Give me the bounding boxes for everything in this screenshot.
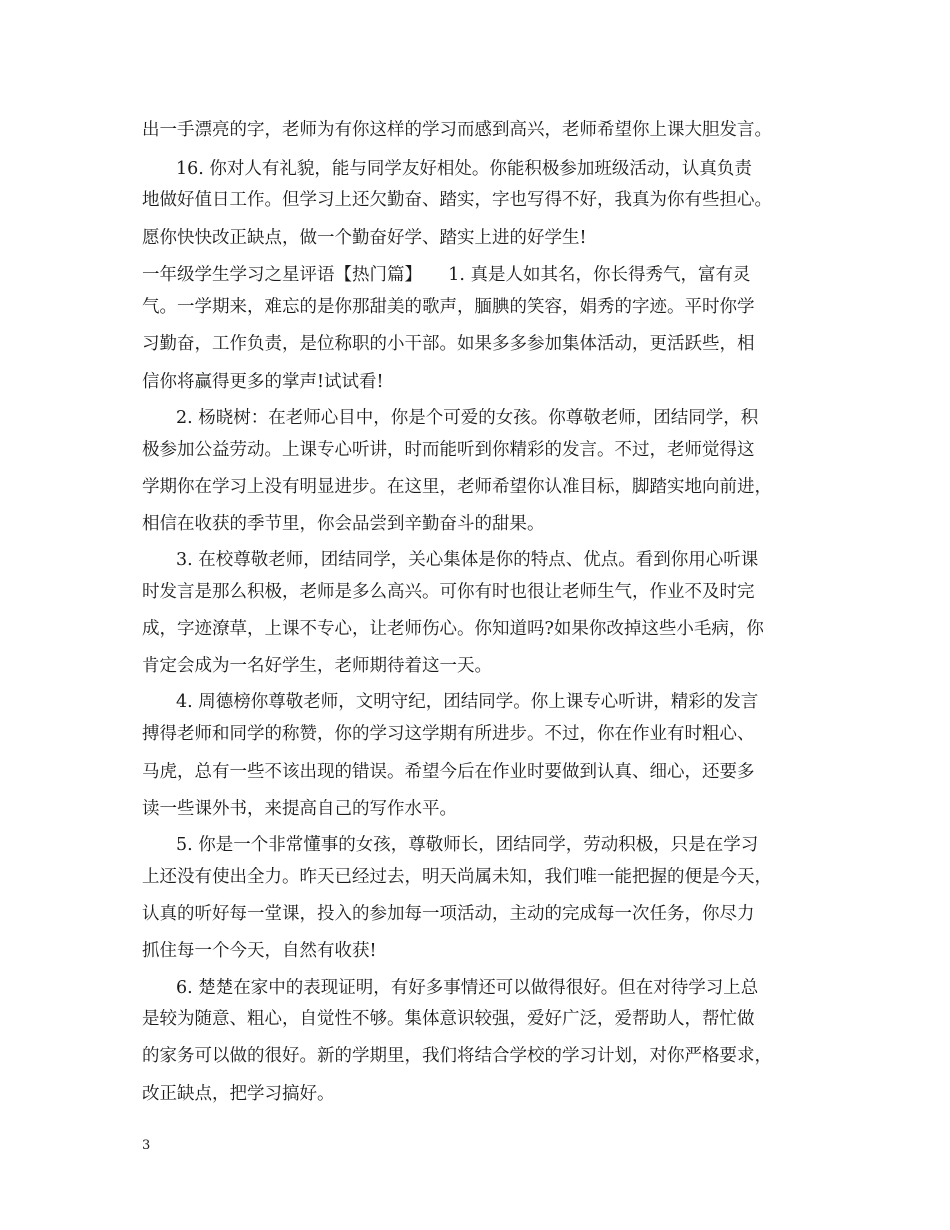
body-text-line: 3. 在校尊敬老师，团结同学，关心集体是你的特点、优点。看到你用心听课 <box>176 550 759 570</box>
body-text-line: 上还没有使出全力。昨天已经过去，明天尚属未知，我们唯一能把握的便是今天， <box>142 867 772 887</box>
body-text-line: 16. 你对人有礼貌，能与同学友好相处。你能积极参加班级活动，认真负责 <box>176 159 752 179</box>
body-text-line: 读一些课外书，来提高自己的写作水平。 <box>142 799 457 819</box>
body-text-line: 地做好值日工作。但学习上还欠勤奋、踏实，字也写得不好，我真为你有些担心。 <box>142 190 772 210</box>
body-text-line: 改正缺点，把学习搞好。 <box>142 1084 335 1104</box>
body-text-line: 习勤奋，工作负责，是位称职的小干部。如果多多参加集体活动，更活跃些，相 <box>142 334 755 354</box>
body-text-line: 2. 杨晓树：在老师心目中，你是个可爱的女孩。你尊敬老师，团结同学，积 <box>176 408 759 428</box>
body-text-line: 搏得老师和同学的称赞，你的学习这学期有所进步。不过，你在作业有时粗心、 <box>142 724 755 744</box>
body-text-line: 时发言是那么积极，老师是多么高兴。可你有时也很让老师生气，作业不及时完 <box>142 582 755 602</box>
body-text-line: 认真的听好每一堂课，投入的参加每一项活动，主动的完成每一次任务，你尽力 <box>142 904 755 924</box>
body-text-line: 5. 你是一个非常懂事的女孩，尊敬师长，团结同学，劳动积极，只是在学习 <box>176 835 759 855</box>
body-text-line: 出一手漂亮的字，老师为有你这样的学习而感到高兴，老师希望你上课大胆发言。 <box>142 120 772 140</box>
body-text-line: 气。一学期来，难忘的是你那甜美的歌声，腼腆的笑容，娟秀的字迹。平时你学 <box>142 297 755 317</box>
body-text-line: 肯定会成为一名好学生，老师期待着这一天。 <box>142 656 492 676</box>
body-text-line: 成，字迹潦草，上课不专心，让老师伤心。你知道吗?如果你改掉这些小毛病，你 <box>142 619 764 639</box>
body-text-line: 是较为随意、粗心，自觉性不够。集体意识较强，爱好广泛，爱帮助人，帮忙做 <box>142 1009 755 1029</box>
body-text-line: 4. 周德榜你尊敬老师，文明守纪，团结同学。你上课专心听讲，精彩的发言 <box>176 692 759 712</box>
page-number: 3 <box>142 1138 151 1153</box>
body-text-line: 相信在收获的季节里，你会品尝到辛勤奋斗的甜果。 <box>142 514 545 534</box>
body-text-line: 学期你在学习上没有明显进步。在这里，老师希望你认准目标，脚踏实地向前进， <box>142 477 772 497</box>
body-text-line: 信你将赢得更多的掌声!试试看! <box>142 372 384 392</box>
body-text-line: 抓住每一个今天，自然有收获! <box>142 941 377 961</box>
body-text-line: 一年级学生学习之星评语【热门篇】 1. 真是人如其名，你长得秀气，富有灵 <box>142 265 751 285</box>
body-text-line: 马虎，总有一些不该出现的错误。希望今后在作业时要做到认真、细心，还要多 <box>142 762 755 782</box>
body-text-line: 6. 楚楚在家中的表现证明，有好多事情还可以做得很好。但在对待学习上总 <box>176 978 759 998</box>
body-text-line: 愿你快快改正缺点，做一个勤奋好学、踏实上进的好学生! <box>142 228 587 248</box>
body-text-line: 的家务可以做的很好。新的学期里，我们将结合学校的学习计划，对你严格要求， <box>142 1046 772 1066</box>
body-text-line: 极参加公益劳动。上课专心听讲，时而能听到你精彩的发言。不过，老师觉得这 <box>142 440 755 460</box>
